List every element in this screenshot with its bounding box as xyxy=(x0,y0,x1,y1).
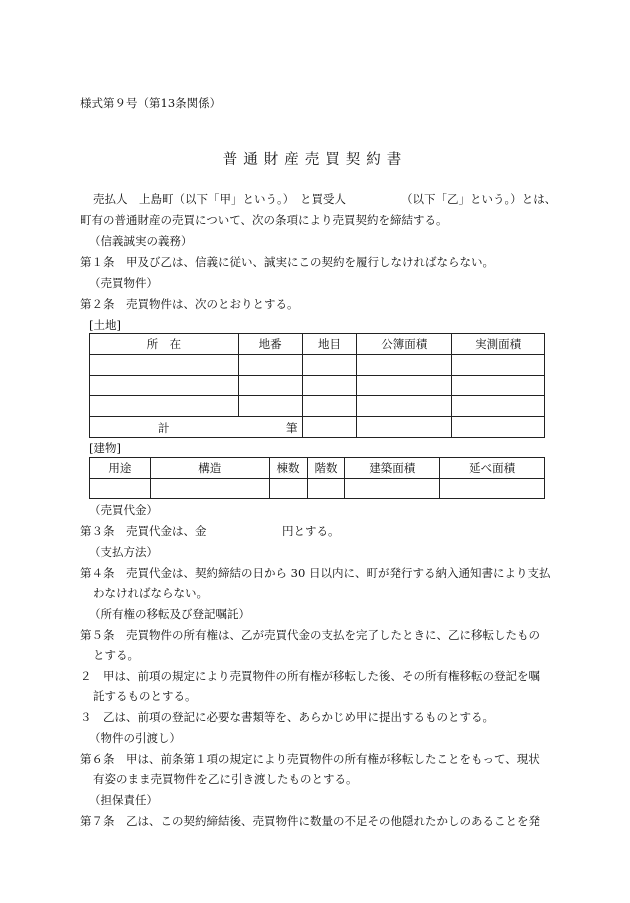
document-title: 普通財産売買契約書 xyxy=(222,152,408,168)
article4-text-1: 第４条 売買代金は、契約締結の日から 30 日以内に、町が発行する納入通知書により支払 xyxy=(80,566,551,580)
land-count-label: 筆 xyxy=(286,421,298,436)
table-cell xyxy=(238,354,302,375)
table-row xyxy=(90,375,545,396)
building-header-structure: 構造 xyxy=(150,458,269,479)
table-cell xyxy=(345,478,440,499)
table-cell xyxy=(90,396,239,417)
article6-text-1: 第６条 甲は、前条第１項の規定により売買物件の所有権が移転したことをもって、現状 xyxy=(80,752,540,766)
table-cell xyxy=(452,375,545,396)
article5-paragraph2-line2: 託するものとする。 xyxy=(93,689,197,703)
table-cell xyxy=(302,375,357,396)
land-header-lot-number: 地番 xyxy=(238,334,302,355)
form-number: 様式第９号（第13条関係） xyxy=(80,96,222,110)
article5-text-1: 第５条 売買物件の所有権は、乙が売買代金の支払を完了したときに、乙に移転したもの xyxy=(80,628,540,642)
table-cell xyxy=(357,375,452,396)
building-table xyxy=(89,457,545,499)
table-cell xyxy=(269,478,307,499)
table-cell xyxy=(357,396,452,417)
article2-text: 第２条 売買物件は、次のとおりとする。 xyxy=(80,297,299,311)
table-cell xyxy=(238,396,302,417)
table-cell xyxy=(150,478,269,499)
preamble-line2: 町有の普通財産の売買について、次の条項により売買契約を締結する。 xyxy=(80,213,448,227)
table-cell xyxy=(440,478,545,499)
article6-text-2: 有姿のまま売買物件を乙に引き渡したものとする。 xyxy=(93,772,358,786)
land-header-measured-area: 実測面積 xyxy=(452,334,545,355)
building-header-total-floor-area: 延べ面積 xyxy=(440,458,545,479)
land-header-land-category: 地目 xyxy=(302,334,357,355)
article5-text-2: とする。 xyxy=(93,648,139,662)
table-cell xyxy=(307,478,345,499)
table-cell xyxy=(302,396,357,417)
article2-heading: （売買物件） xyxy=(89,276,158,290)
building-header-building-area: 建築面積 xyxy=(345,458,440,479)
table-cell xyxy=(90,375,239,396)
table-cell xyxy=(90,354,239,375)
article5-paragraph3: ３ 乙は、前項の登記に必要な書類等を、あらかじめ甲に提出するものとする。 xyxy=(80,710,494,724)
table-cell xyxy=(452,354,545,375)
land-label: [土地] xyxy=(89,318,121,332)
building-header-building-count: 棟数 xyxy=(269,458,307,479)
article3-heading: （売買代金） xyxy=(89,503,158,517)
land-table xyxy=(89,333,545,438)
table-cell xyxy=(357,354,452,375)
article5-paragraph2-line1: ２ 甲は、前項の規定により売買物件の所有権が移転した後、その所有権移転の登記を嘱 xyxy=(80,669,540,683)
table-cell xyxy=(90,478,151,499)
article4-text-2: わなければならない。 xyxy=(93,586,208,600)
land-total-label: 計 xyxy=(158,421,170,436)
table-row xyxy=(90,417,545,438)
land-total-cell xyxy=(90,417,303,438)
table-row xyxy=(90,334,545,355)
article7-text-1: 第７条 乙は、この契約締結後、売買物件に数量の不足その他隠れたかしのあることを発 xyxy=(80,814,540,828)
preamble-line1-a: 売払人 上島町（以下「甲」という。） と買受人 xyxy=(93,192,346,206)
article7-heading: （担保責任） xyxy=(89,793,158,807)
table-row xyxy=(90,478,545,499)
land-header-location: 所 在 xyxy=(90,334,239,355)
article3-text-b: 円とする。 xyxy=(282,524,340,538)
table-row xyxy=(90,354,545,375)
article6-heading: （物件の引渡し） xyxy=(89,731,181,745)
table-cell xyxy=(302,417,357,438)
table-cell xyxy=(452,396,545,417)
table-row xyxy=(90,458,545,479)
building-header-use: 用途 xyxy=(90,458,151,479)
land-header-registered-area: 公簿面積 xyxy=(357,334,452,355)
article3-text-a: 第３条 売買代金は、金 xyxy=(80,524,207,538)
article5-heading: （所有権の移転及び登記嘱託） xyxy=(89,607,250,621)
table-row xyxy=(90,396,545,417)
building-header-floors: 階数 xyxy=(307,458,345,479)
table-cell xyxy=(452,417,545,438)
table-cell xyxy=(302,354,357,375)
building-label: [建物] xyxy=(89,441,121,455)
article1-heading: （信義誠実の義務） xyxy=(89,234,193,248)
preamble-line1-b: （以下「乙」という。）とは、 xyxy=(401,192,557,206)
table-cell xyxy=(238,375,302,396)
article1-text: 第１条 甲及び乙は、信義に従い、誠実にこの契約を履行しなければならない。 xyxy=(80,255,494,269)
table-cell xyxy=(357,417,452,438)
article4-heading: （支払方法） xyxy=(89,545,158,559)
